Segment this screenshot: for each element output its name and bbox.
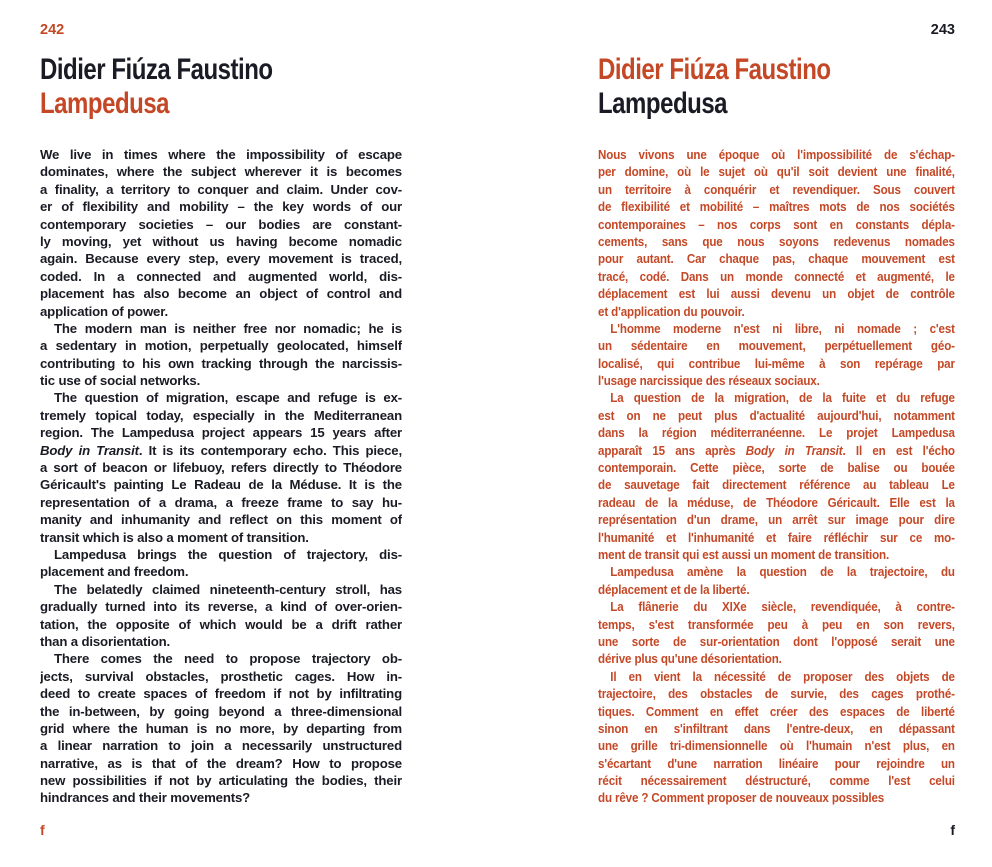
body-text-english: [40, 146, 402, 807]
text-line: a sedentary in motion, perpetually geolocated, himself: [40, 338, 402, 354]
article-title-right: [598, 53, 974, 120]
text-line: l'usage narcissique des réseaux sociaux.: [598, 373, 820, 389]
text-line: L'homme moderne n'est ni libre, ni nomade ; c'est: [610, 320, 955, 336]
text-line: application of power.: [40, 303, 169, 319]
text-line: un territoire à conquérir et revendiquer. Sous couvert: [598, 181, 955, 197]
text-line: récit nécessairement déstructuré, comme l'est celui: [598, 773, 955, 789]
page-number-right: 243: [930, 22, 955, 38]
paragraph: [598, 598, 992, 668]
text-line: transit which is also a moment of transition.: [40, 529, 309, 545]
paragraph: [40, 581, 402, 651]
text-line: sinon en s'infiltrant dans l'entre-deux, en dépassant: [598, 720, 955, 736]
text-line: Géricault's painting Le Radeau de la Méduse. It is the: [40, 477, 402, 493]
text-line: gradually turned into its reverse, a kind of over-orien-: [40, 599, 402, 615]
paragraph: [40, 146, 402, 320]
text-line: The modern man is neither free nor nomadic; he is: [54, 320, 402, 336]
text-line: new possibilities if not by articulating the bodies, their: [40, 773, 402, 789]
text-line: placement and freedom.: [40, 564, 189, 580]
text-line: localisé, qui contribue lui-même à son repérage par: [598, 355, 955, 371]
text-line: dans la région méditerranéenne. Le projet Lampedusa: [598, 425, 955, 441]
paragraph: [40, 389, 402, 546]
text-line: une grille tri-dimensionnelle où l'humain n'est plus, en: [598, 738, 955, 754]
text-line: déplacement est lui aussi devenu un objet de contrôle: [598, 286, 955, 302]
text-line: dominates, where the subject wherever it is becomes: [40, 164, 402, 180]
text-line: une sorte de sur-orientation dont l'opposé serait une: [598, 633, 955, 649]
text-line: grid where the human is no more, by departing from: [40, 720, 402, 736]
text-line: cements, sans que nous soyons redevenus nomades: [598, 233, 955, 249]
text-line: again. Because every step, every movement is traced,: [40, 251, 402, 267]
paragraph: [598, 389, 992, 563]
text-line: de flexibilité et mobilité – maîtres mots de nos sociétés: [598, 199, 955, 215]
text-line: Nous vivons une époque où l'impossibilité de s'échap-: [598, 147, 955, 162]
page-left: [40, 0, 402, 867]
text-line: than a disorientation.: [40, 633, 171, 649]
text-line: We live in times where the impossibility of escape: [40, 147, 402, 162]
work-title: Lampedusa: [40, 86, 170, 120]
text-line: s'écartant d'une narration linéaire pour rejoindre un: [598, 755, 955, 771]
text-line: er of flexibility and mobility – the key words of our: [40, 199, 402, 215]
text-line: deed to create spaces of freedom if not by infiltrating: [40, 686, 402, 702]
text-line: Body in Transit. It is its contemporary echo. This piece,: [40, 442, 402, 458]
paragraph: [598, 563, 992, 598]
footer-mark-left: f: [40, 822, 45, 838]
text-line: représentation d'un drame, un arrêt sur image pour dire: [598, 512, 955, 528]
text-line: et d'application du pouvoir.: [598, 303, 745, 319]
author-name: Didier Fiúza Faustino: [598, 53, 831, 86]
paragraph: [598, 668, 992, 807]
text-line: narrative, as is that of the dream? How to propose: [40, 755, 402, 771]
text-line: The question of migration, escape and refuge is ex-: [54, 390, 402, 406]
text-line: un sédentaire en mouvement, perpétuellement géo-: [598, 338, 955, 354]
text-line: manity and inhumanity and reflect on this moment of: [40, 512, 402, 528]
text-line: hindrances and their movements?: [40, 790, 251, 806]
article-title-left: [40, 53, 416, 120]
text-line: est on ne peut plus d'actualité aujourd'hui, notamment: [598, 407, 955, 423]
text-line: apparaît 15 ans après Body in Transit. Il en est l'écho: [598, 442, 955, 458]
body-text-french: [598, 146, 992, 807]
text-line: pour autant. Car chaque pas, chaque mouvement est: [598, 251, 955, 267]
text-line: La flânerie du XIXe siècle, revendiquée, à contre-: [610, 599, 955, 615]
paragraph: [40, 320, 402, 390]
footer-mark-right: f: [950, 822, 955, 838]
text-line: contemporain. Cette pièce, sorte de balise ou bouée: [598, 460, 955, 476]
text-line: placement has also become an object of control and: [40, 286, 402, 302]
text-line: tracé, codé. Dans un monde connecté et augmenté, le: [598, 268, 955, 284]
text-line: Lampedusa amène la question de la trajectoire, du: [610, 564, 955, 580]
text-line: representation of a drama, a freeze frame to say hu-: [40, 494, 402, 510]
page-number-left: 242: [40, 22, 65, 38]
text-line: de sauvetage fait directement référence au tableau Le: [598, 477, 955, 493]
text-line: region. The Lampedusa project appears 15 years after: [40, 425, 402, 441]
text-line: the in-between, by going beyond a three-dimensional: [40, 703, 402, 719]
text-line: l'humanité et l'inhumanité et faire réfléchir sur ce mo-: [598, 529, 955, 545]
text-line: radeau de la méduse, de Théodore Géricault. Elle est la: [598, 494, 955, 510]
text-line: contemporary societies – our bodies are constant-: [40, 216, 402, 232]
text-line: There comes the need to propose trajectory ob-: [54, 651, 402, 667]
text-line: jects, survival obstacles, prosthetic cages. How in-: [40, 668, 402, 684]
paragraph: [598, 320, 992, 390]
text-line: dérive plus qu'une désorientation.: [598, 651, 782, 667]
text-line: a linear narration to join a necessarily unstructured: [40, 738, 402, 754]
text-line: tiques. Comment en effet créer des espaces de liberté: [598, 703, 955, 719]
text-line: contemporaines – nos corps sont en constants dépla-: [598, 216, 955, 232]
paragraph: [598, 146, 992, 320]
text-line: tation, the opposite of which would be a drift rather: [40, 616, 402, 632]
text-line: tremely topical today, especially in the Mediterranean: [40, 407, 402, 423]
text-line: a finality, a territory to conquer and claim. Under cov-: [40, 181, 402, 197]
author-name: Didier Fiúza Faustino: [40, 53, 273, 86]
text-line: du rêve ? Comment proposer de nouveaux possibles: [598, 790, 885, 806]
text-line: per domine, où le sujet où qu'il soit devient une finalité,: [598, 164, 955, 180]
text-line: Il en vient la nécessité de proposer des objets de: [610, 668, 955, 684]
text-line: La question de la migration, de la fuite et du refuge: [610, 390, 955, 406]
text-line: a sort of beacon or lifebuoy, refers directly to Théodore: [40, 460, 402, 476]
work-title: Lampedusa: [598, 86, 728, 120]
text-line: trajectoire, des obstacles de survie, des cages prothé-: [598, 686, 955, 702]
paragraph: [40, 650, 402, 807]
text-line: Lampedusa brings the question of trajectory, dis-: [54, 546, 402, 562]
text-line: ly moving, yet without us having become nomadic: [40, 233, 402, 249]
paragraph: [40, 546, 402, 581]
text-line: contributing to his own tracking through the narcissis-: [40, 355, 402, 371]
text-line: temps, s'est transformée peu à peu en son revers,: [598, 616, 955, 632]
text-line: The belatedly claimed nineteenth-century stroll, has: [54, 581, 402, 597]
text-line: ment de transit qui est aussi un moment de transition.: [598, 546, 890, 562]
page-right: [598, 0, 955, 867]
text-line: tic use of social networks.: [40, 373, 201, 389]
text-line: déplacement et de la liberté.: [598, 581, 750, 597]
text-line: coded. In a connected and augmented world, dis-: [40, 268, 402, 284]
